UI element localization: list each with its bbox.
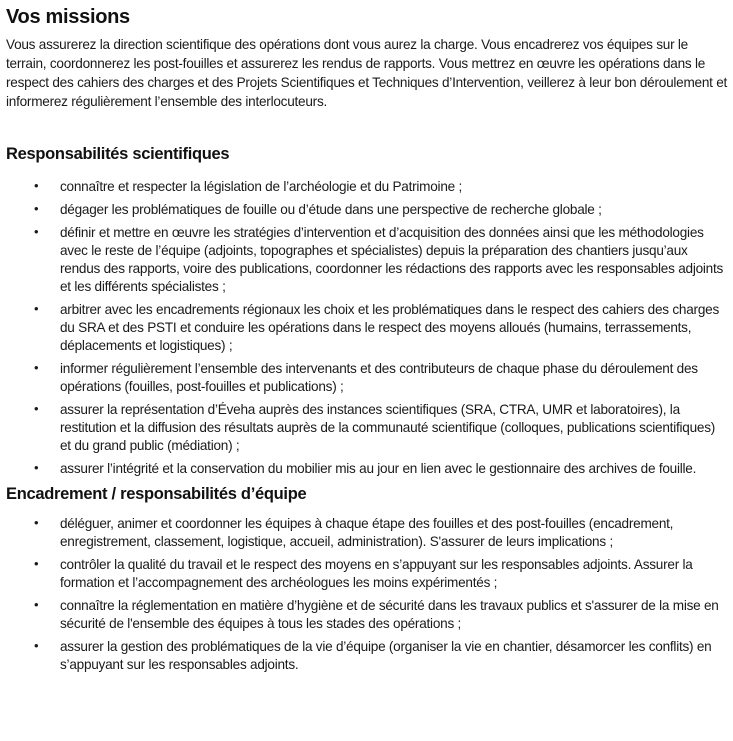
section-team-management bbox=[6, 485, 726, 673]
bullet-icon: • bbox=[34, 638, 39, 653]
page-title: Vos missions bbox=[6, 6, 130, 28]
list-item: • assurer la gestion des problématiques de la vie d’équipe (organiser la vie en chantier, désamorcer les conflits) en s’appuyant sur les responsables adjoints. bbox=[34, 638, 712, 672]
list-item: • connaître et respecter la législation de l’archéologie et du Patrimoine ; bbox=[34, 178, 463, 194]
list-item: • informer régulièrement l’ensemble des intervenants et des contributeurs de chaque phase du déroulement des opérations (fouilles, post-fouilles et publications) ; bbox=[34, 360, 698, 394]
bullet-icon: • bbox=[34, 556, 39, 571]
list-item: • assurer l’intégrité et la conservation du mobilier mis au jour en lien avec le gestionnaire des archives de fouille. bbox=[34, 460, 697, 476]
list-item: • déléguer, animer et coordonner les équipes à chaque étape des fouilles et des post-fouilles (encadrement, enregistrement, classement, logistique, accueil, administration). S'assurer de leurs implications ; bbox=[34, 515, 674, 549]
section-heading: Encadrement / responsabilités d’équipe bbox=[6, 485, 307, 503]
bullet-list bbox=[6, 514, 726, 673]
list-item: • arbitrer avec les encadrements régionaux les choix et les problématiques dans le respect des cahiers des charges du SRA et des PSTI et conduire les opérations dans le respect des moyens alloués (humains, terrassements, déplacements et logistiques) ; bbox=[34, 301, 720, 353]
bullet-icon: • bbox=[34, 224, 39, 239]
list-item: • contrôler la qualité du travail et le respect des moyens en s’appuyant sur les responsables adjoints. Assurer la formation et l’accompagnement des archéologues les moins expérimentés ; bbox=[34, 556, 693, 590]
list-item: • définir et mettre en œuvre les stratégies d’intervention et d’acquisition des données ainsi que les méthodologies avec le reste de l’équipe (adjoints, topographes et spécialistes) depuis la préparation des chantiers jusqu’aux rendus des rapports, voire des publications, coordonner les rédactions des rapports avec les responsables adjoints et les différents spécialistes ; bbox=[34, 224, 724, 294]
bullet-icon: • bbox=[34, 178, 39, 193]
bullet-icon: • bbox=[34, 597, 39, 612]
bullet-icon: • bbox=[34, 460, 39, 475]
list-item: • dégager les problématiques de fouille ou d’étude dans une perspective de recherche globale ; bbox=[34, 201, 602, 217]
bullet-icon: • bbox=[34, 515, 39, 530]
intro-paragraph: Vous assurerez la direction scientifique des opérations dont vous aurez la charge. Vous encadrerez vos équipes sur le terrain, coordonnerez les post-fouilles et assurerez les rendus de rapports. Vous mettrez en œuvre les opérations dans le respect des cahiers des charges et des Projets Scientifiques et Techniques d’Intervention, veillerez à leur bon déroulement et informerez régulièrement l’ensemble des interlocuteurs. bbox=[6, 36, 728, 109]
list-item: • connaître la réglementation en matière d’hygiène et de sécurité dans les travaux publics et s'assurer de la mise en sécurité de l'ensemble des équipes à tous les stades des opérations ; bbox=[34, 597, 719, 631]
bullet-icon: • bbox=[34, 360, 39, 375]
bullet-icon: • bbox=[34, 301, 39, 316]
bullet-icon: • bbox=[34, 401, 39, 416]
section-scientific-responsibilities bbox=[6, 145, 726, 477]
bullet-icon: • bbox=[34, 201, 39, 216]
bullet-list bbox=[6, 177, 726, 477]
section-heading: Responsabilités scientifiques bbox=[6, 145, 230, 163]
list-item: • assurer la représentation d’Éveha auprès des instances scientifiques (SRA, CTRA, UMR et laboratoires), la restitution et la diffusion des résultats auprès de la communauté scientifique (colloques, publications scientifiques) et du grand public (médiation) ; bbox=[34, 401, 716, 453]
